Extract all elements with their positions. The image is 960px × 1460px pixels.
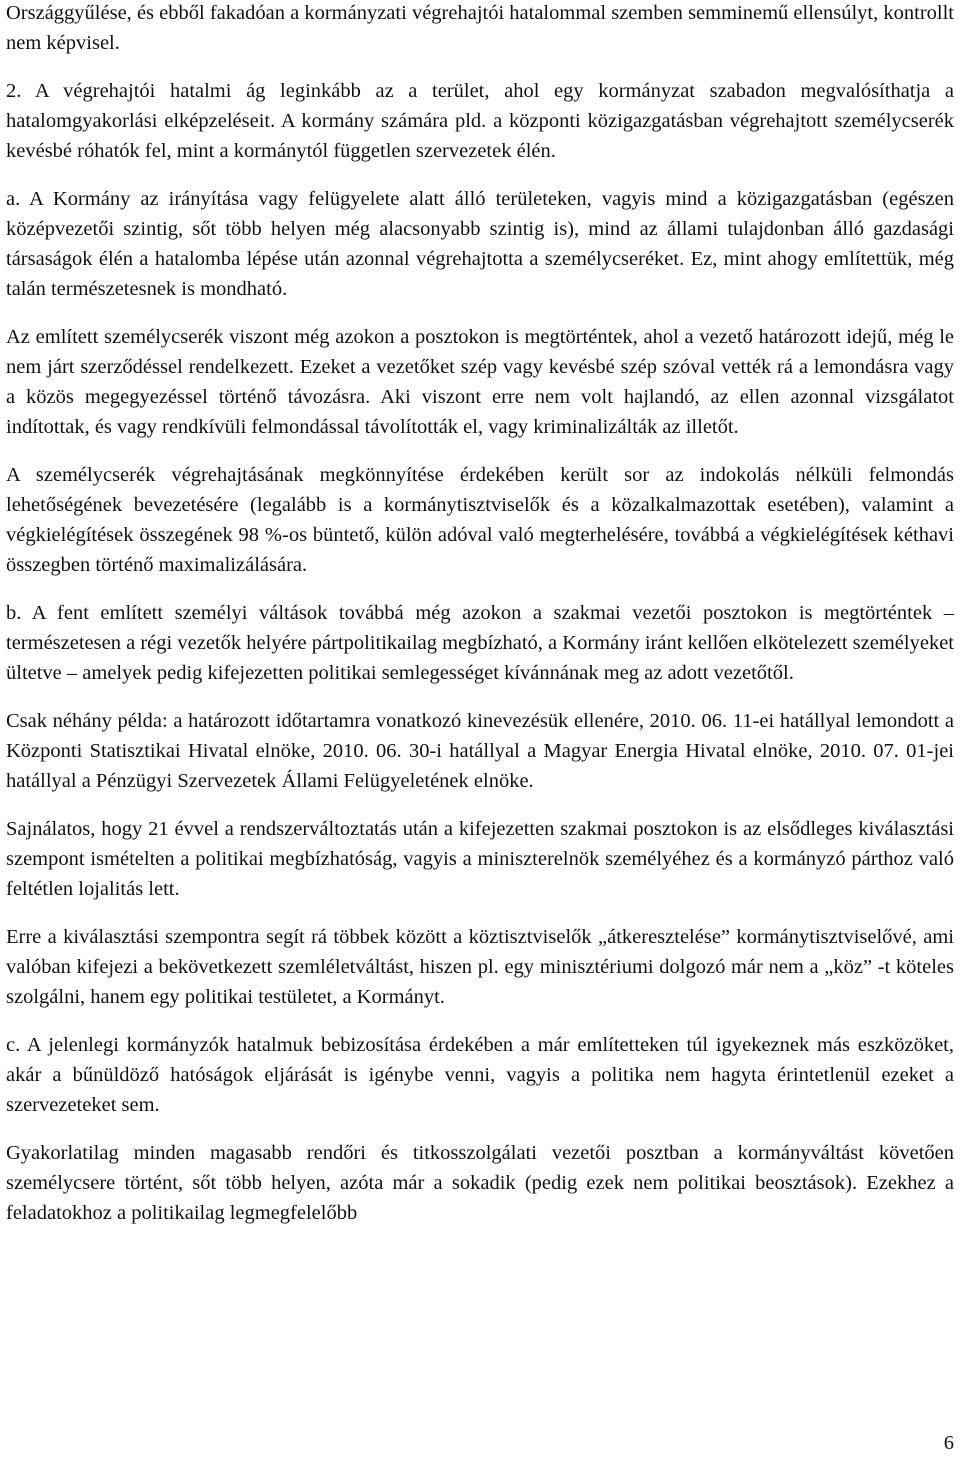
- paragraph-section-2: 2. A végrehajtói hatalmi ág leginkább az a terület, ahol egy kormányzat szabadon megvalósíthatja a hatalomgyakorlási elképzeléseit. A kormány számára pld. a központi közigazgatásban végrehajtott személycserék kevésbé róhatók fel, mint a kormánytól független szervezetek élén.: [6, 80, 954, 162]
- document-body: [6, 0, 954, 1246]
- paragraph-point-b: b. A fent említett személyi váltások továbbá még azokon a szakmai vezetői posztokon is megtörténtek – természetesen a régi vezetők helyére pártpolitikailag megbízható, a Kormány iránt kellően elkötelezett személyeket ültetve – amelyek pedig kifejezetten politikai semlegességet kívánnának meg az adott vezetőtől.: [6, 602, 954, 684]
- page-number: 6: [943, 1432, 954, 1454]
- paragraph-dismissal-rules: A személycserék végrehajtásának megkönnyítése érdekében került sor az indokolás nélküli felmondás lehetőségének bevezetésére (legalább is a kormánytisztviselők és a közalkalmazottak esetében), valamint a végkielégítések összegének 98 %-os büntető, külön adóval való megterhelésére, továbbá a végkielégítések kéthavi összegben történő maximalizálására.: [6, 464, 954, 576]
- paragraph-point-c: c. A jelenlegi kormányzók hatalmuk bebizosítása érdekében a már említetteken túl igyekeznek más eszközöket, akár a bűnüldöző hatóságok eljárását is igénybe venni, vagyis a politika nem hagyta érintetlenül ezeket a szervezeteket sem.: [6, 1034, 954, 1116]
- paragraph-police-leadership: Gyakorlatilag minden magasabb rendőri és titkosszolgálati vezetői posztban a kormányváltást követően személycsere történt, sőt több helyen, azóta már a sokadik (pedig ezek nem politikai beosztások). Ezekhez a feladatokhoz a politikailag legmegfelelőbb: [6, 1142, 954, 1224]
- paragraph-point-a: a. A Kormány az irányítása vagy felügyelete alatt álló területeken, vagyis mind a közigazgatásban (egészen középvezetői szintig, sőt több helyen még alacsonyabb szintig is), mind az állami tulajdonban álló gazdasági társaságok élén a hatalomba lépése után azonnal végrehajtotta a személycseréket. Ez, mint ahogy említettük, még talán természetesnek is mondható.: [6, 188, 954, 300]
- paragraph-personnel-changes: Az említett személycserék viszont még azokon a posztokon is megtörténtek, ahol a vezető határozott idejű, még le nem járt szerződéssel rendelkezett. Ezeket a vezetőket szép vagy kevésbé szép szóval vették rá a lemondásra vagy a közös megegyezéssel történő távozásra. Aki viszont erre nem volt hajlandó, az ellen azonnal vizsgálatot indítottak, és vagy rendkívüli felmondással távolították el, vagy kriminalizálták az illetőt.: [6, 326, 954, 438]
- paragraph-examples: Csak néhány példa: a határozott időtartamra vonatkozó kinevezésük ellenére, 2010. 06. 11-ei hatállyal lemondott a Központi Statisztikai Hivatal elnöke, 2010. 06. 30-i hatállyal a Magyar Energia Hivatal elnöke, 2010. 07. 01-jei hatállyal a Pénzügyi Szervezetek Állami Felügyeletének elnöke.: [6, 710, 954, 792]
- paragraph-political-loyalty: Sajnálatos, hogy 21 évvel a rendszerváltoztatás után a kifejezetten szakmai posztokon is az elsődleges kiválasztási szempont ismételten a politikai megbízhatóság, vagyis a miniszterelnök személyéhez és a kormányzó párthoz való feltétlen lojalitás lett.: [6, 818, 954, 900]
- paragraph-renaming: Erre a kiválasztási szempontra segít rá többek között a köztisztviselők „átkeresztelése” kormánytisztviselővé, ami valóban kifejezi a bekövetkezett szemléletváltást, hiszen pl. egy minisztériumi dolgozó már nem a „köz” -t köteles szolgálni, hanem egy politikai testületet, a Kormányt.: [6, 926, 954, 1008]
- paragraph-continuation: Országgyűlése, és ebből fakadóan a kormányzati végrehajtói hatalommal szemben semminemű ellensúlyt, kontrollt nem képvisel.: [6, 2, 954, 54]
